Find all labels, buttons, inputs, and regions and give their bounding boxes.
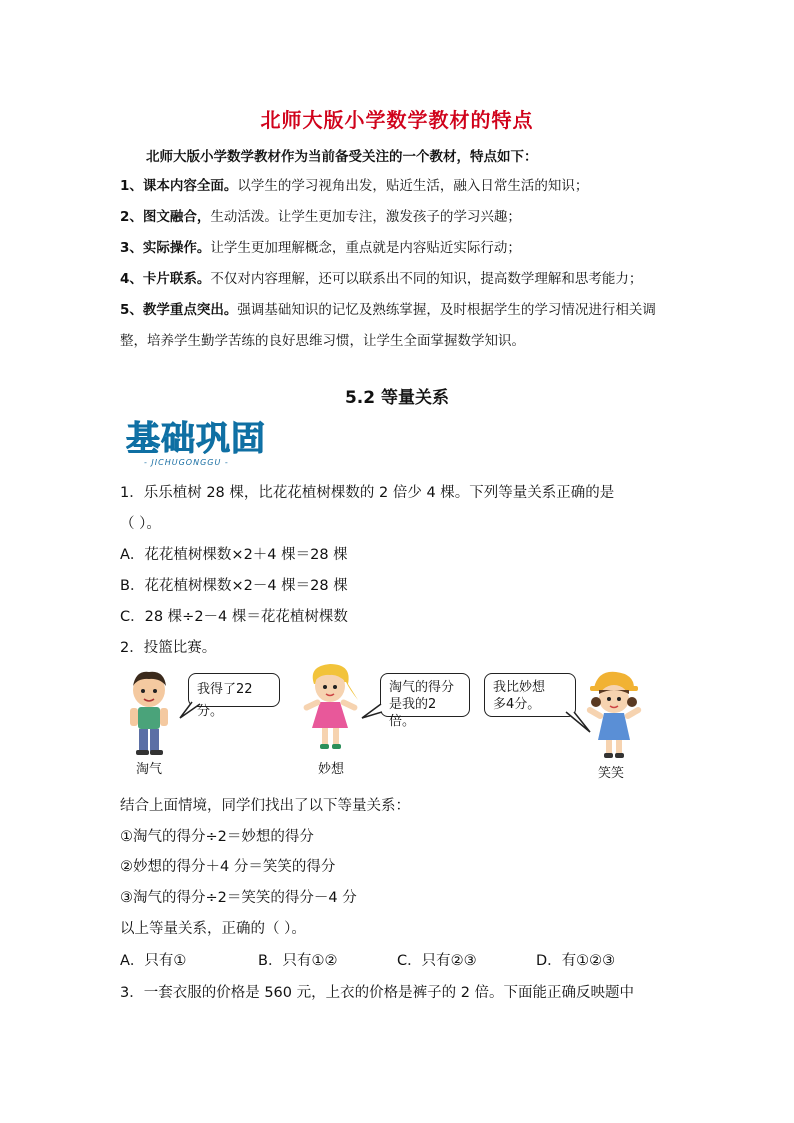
feature-body: 以学生的学习视角出发，贴近生活，融入日常生活的知识；: [237, 178, 589, 194]
banner-sub: - JICHUGONGGU -: [144, 458, 229, 467]
q1-stem: 1．乐乐植树 28 棵，比花花植树棵数的 2 倍少 4 棵。下列等量关系正确的是: [120, 485, 615, 501]
feature-3: [120, 238, 521, 258]
q1-blank: （ ）。: [120, 516, 161, 532]
q2-choice-c: C．只有②③: [397, 953, 477, 969]
intro-text: 北师大版小学数学教材作为当前备受关注的一个教材，特点如下：: [146, 149, 538, 165]
bubble-tail-icon: [360, 700, 390, 724]
feature-head: 5、教学重点突出。: [120, 302, 238, 318]
feature-head: 4、卡片联系。: [120, 271, 211, 287]
feature-head: 3、实际操作。: [120, 240, 211, 256]
feature-5: [120, 300, 656, 320]
q2-relation-3: ③淘气的得分÷2＝笑笑的得分－4 分: [120, 890, 357, 906]
feature-4: [120, 269, 642, 289]
section-title: 5.2 等量关系: [344, 388, 450, 408]
boy-taoqi-illustration: [124, 668, 174, 756]
speech-bubble-taoqi: 我得了22分。: [188, 673, 280, 707]
speech-bubble-xiaoxiao: 我比妙想 多4分。: [484, 673, 576, 717]
feature-body: 强调基础知识的记忆及熟练掌握，及时根据学生的学习情况进行相关调: [237, 302, 656, 318]
feature-head: 2、图文融合，: [120, 209, 211, 225]
q3-stem: 3．一套衣服的价格是 560 元，上衣的价格是裤子的 2 倍。下面能正确反映题中: [120, 985, 635, 1001]
feature-body: 生动活泼。让学生更加专注，激发孩子的学习兴趣；: [210, 209, 521, 225]
feature-5-continuation: 整，培养学生勤学苦练的良好思维习惯，让学生全面掌握数学知识。: [120, 333, 525, 349]
feature-head: 1、课本内容全面。: [120, 178, 238, 194]
q2-choice-a: A．只有①: [120, 953, 187, 969]
name-xiaoxiao: 笑笑: [598, 766, 625, 781]
page-title: 北师大版小学数学教材的特点: [260, 108, 534, 132]
feature-1: [120, 176, 588, 196]
q2-lead: 结合上面情境，同学们找出了以下等量关系：: [120, 798, 410, 814]
q2-ask: 以上等量关系，正确的（ ）。: [120, 921, 306, 937]
q1-option-b: B．花花植树棵数×2－4 棵＝28 棵: [120, 578, 348, 594]
q2-stem: 2．投篮比赛。: [120, 640, 217, 656]
bubble-tail-icon: [178, 700, 208, 722]
q2-choice-b: B．只有①②: [258, 953, 338, 969]
speech-bubble-miaoxiang: 淘气的得分 是我的2倍。: [380, 673, 470, 717]
q2-relation-1: ①淘气的得分÷2＝妙想的得分: [120, 829, 314, 845]
q1-option-a: A．花花植树棵数×2＋4 棵＝28 棵: [120, 547, 348, 563]
name-miaoxiang: 妙想: [318, 762, 345, 777]
girl-xiaoxiao-illustration: [584, 668, 644, 760]
q2-choice-d: D．有①②③: [536, 953, 616, 969]
banner-main: 基础巩固: [126, 419, 266, 459]
banner-logo: [126, 420, 266, 470]
name-taoqi: 淘气: [136, 762, 163, 777]
feature-body: 让学生更加理解概念，重点就是内容贴近实际行动；: [210, 240, 521, 256]
feature-body: 不仅对内容理解，还可以联系出不同的知识，提高数学理解和思考能力；: [210, 271, 643, 287]
q2-relation-2: ②妙想的得分＋4 分＝笑笑的得分: [120, 859, 336, 875]
feature-2: [120, 207, 521, 227]
q1-option-c: C．28 棵÷2－4 棵＝花花植树棵数: [120, 609, 348, 625]
girl-miaoxiang-illustration: [300, 660, 366, 752]
